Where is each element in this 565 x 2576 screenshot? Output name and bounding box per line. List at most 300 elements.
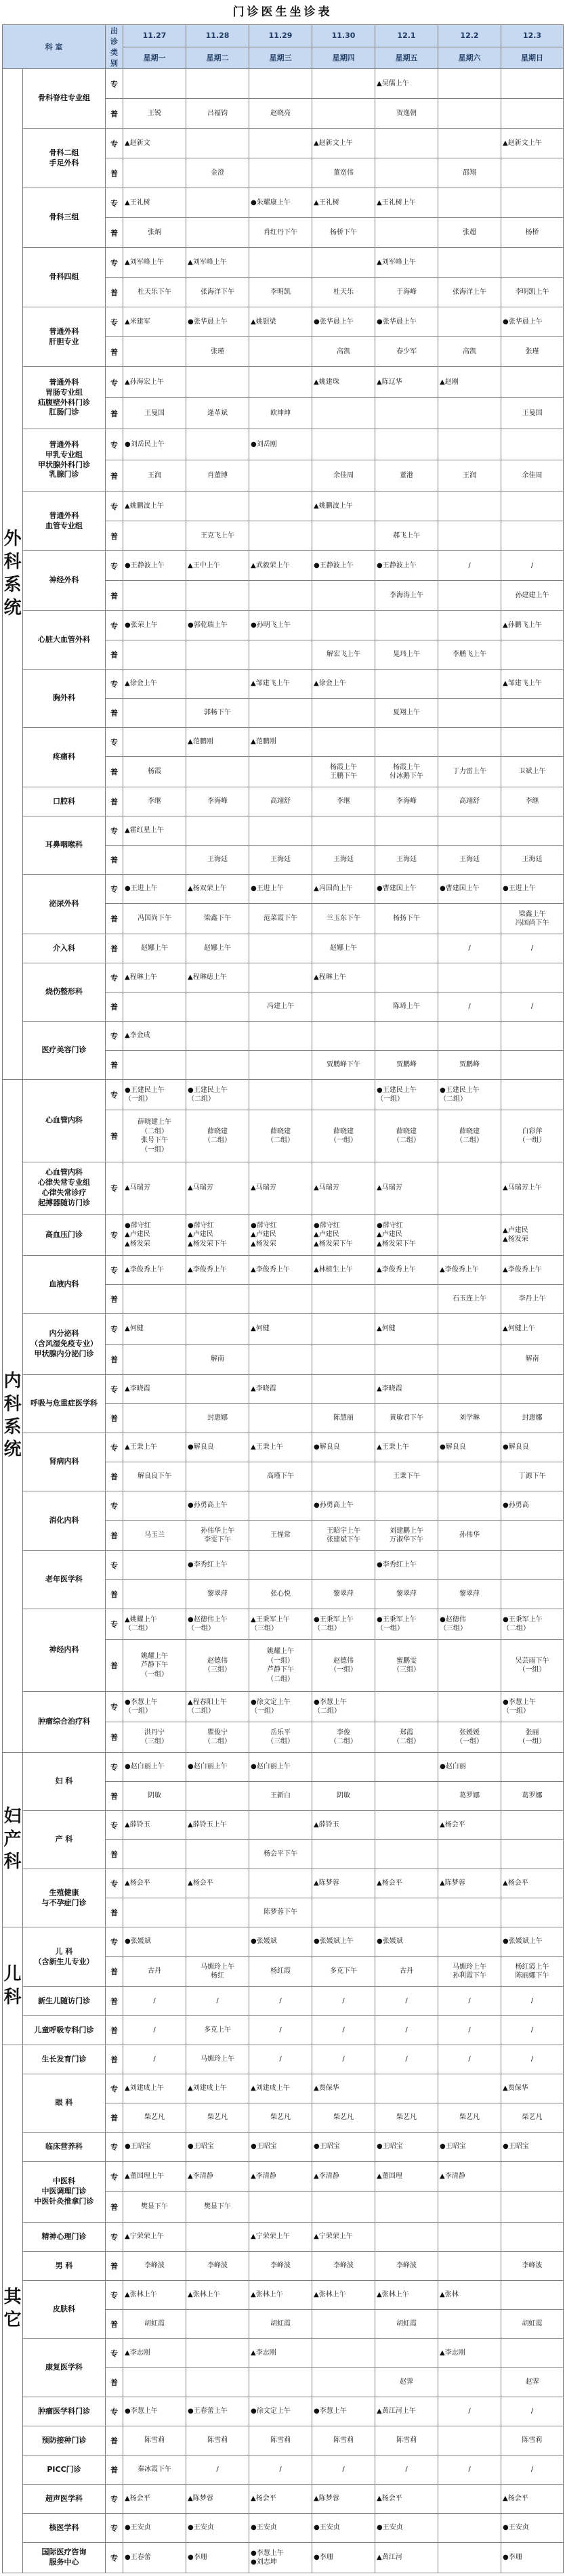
- header-date: 11.28: [186, 25, 249, 47]
- schedule-cell: 王海廷: [249, 846, 312, 875]
- schedule-cell: 李海涛上午: [375, 581, 438, 611]
- visit-type: 普: [106, 699, 123, 728]
- schedule-cell: [186, 2339, 249, 2368]
- schedule-cell: 贺逸朝: [375, 99, 438, 129]
- schedule-cell: 多克下午: [312, 1957, 375, 1987]
- schedule-cell: ●王进上午: [501, 875, 564, 904]
- table-row: [3, 2339, 564, 2368]
- schedule-cell: ▲李俊秀上午: [123, 1256, 186, 1285]
- schedule-body: [3, 69, 564, 2573]
- schedule-cell: 李继: [501, 787, 564, 816]
- schedule-cell: [438, 1491, 501, 1521]
- schedule-cell: [438, 1551, 501, 1580]
- schedule-cell: ▲张林: [438, 2281, 501, 2310]
- schedule-cell: [249, 640, 312, 670]
- schedule-cell: [501, 2223, 564, 2252]
- schedule-cell: ▲杨双荣上午: [186, 875, 249, 904]
- schedule-cell: ●赵德伟 （三组）: [438, 1609, 501, 1640]
- schedule-cell: ▲王秉军上午 （三组）: [249, 1609, 312, 1640]
- schedule-cell: [249, 521, 312, 551]
- visit-type: 专: [106, 129, 123, 158]
- schedule-cell: 薛晓建 （二组）: [249, 1110, 312, 1162]
- table-row: [3, 1162, 564, 1215]
- department-name: 皮肤科: [23, 2281, 106, 2339]
- schedule-cell: [438, 1692, 501, 1722]
- schedule-cell: 马玉兰: [123, 1521, 186, 1551]
- schedule-cell: 张丽 （一组）: [501, 1722, 564, 1753]
- schedule-cell: [438, 69, 501, 99]
- schedule-cell: 杨霞上午 王鹏下午: [312, 757, 375, 787]
- schedule-cell: [375, 963, 438, 992]
- table-row: [3, 1022, 564, 1051]
- schedule-cell: [312, 1840, 375, 1869]
- schedule-cell: 赵娜上午: [123, 934, 186, 963]
- table-row: [3, 1869, 564, 1898]
- schedule-cell: [186, 2368, 249, 2397]
- schedule-cell: [312, 429, 375, 460]
- table-row: [3, 2543, 564, 2573]
- category-label: 其它: [3, 2045, 23, 2573]
- schedule-cell: 胡虹霞: [375, 2310, 438, 2339]
- visit-type: 普: [106, 757, 123, 787]
- schedule-cell: 姚耀上午 （一组） 芦静下午 （二组）: [249, 1640, 312, 1692]
- table-row: [3, 1753, 564, 1782]
- schedule-cell: ●解良良: [312, 1433, 375, 1462]
- schedule-cell: /: [375, 2016, 438, 2045]
- schedule-cell: [438, 2543, 501, 2573]
- schedule-cell: ●李珊: [312, 2543, 375, 2573]
- schedule-cell: [312, 1314, 375, 1345]
- schedule-cell: [375, 1753, 438, 1782]
- schedule-cell: 陈雪莉: [186, 2426, 249, 2455]
- schedule-cell: [249, 1811, 312, 1840]
- schedule-cell: [312, 581, 375, 611]
- schedule-cell: [438, 2368, 501, 2397]
- schedule-cell: 孙建建上午: [501, 581, 564, 611]
- schedule-cell: 董港: [375, 460, 438, 492]
- schedule-cell: 李峰波: [249, 2252, 312, 2281]
- table-row: [3, 129, 564, 158]
- visit-type: 普: [106, 521, 123, 551]
- header-weekday: 星期一: [123, 47, 186, 69]
- header-date: 12.1: [375, 25, 438, 47]
- schedule-cell: ▲姚耀上午 （二组）: [123, 1609, 186, 1640]
- schedule-cell: 王润: [123, 460, 186, 492]
- schedule-cell: 解良良下午: [123, 1462, 186, 1491]
- visit-type: 普: [106, 2252, 123, 2281]
- schedule-cell: [249, 492, 312, 521]
- table-row: [3, 1551, 564, 1580]
- schedule-cell: [123, 1898, 186, 1927]
- schedule-cell: ▲黄江河: [375, 2543, 438, 2573]
- schedule-cell: 余佳周: [501, 460, 564, 492]
- visit-type: 专: [106, 728, 123, 757]
- department-name: 产 科: [23, 1811, 106, 1869]
- schedule-cell: 张心悦: [249, 1580, 312, 1609]
- department-name: 生长发育门诊: [23, 2045, 106, 2074]
- schedule-cell: ▲张林上午: [249, 2281, 312, 2310]
- schedule-cell: [438, 1840, 501, 1869]
- schedule-cell: ▲薛铃玉上午: [186, 1811, 249, 1840]
- department-name: 骨科二组 手足外科: [23, 129, 106, 188]
- schedule-cell: [312, 1285, 375, 1314]
- schedule-cell: [501, 963, 564, 992]
- schedule-cell: 高瑾下午: [249, 1462, 312, 1491]
- schedule-cell: [312, 699, 375, 728]
- schedule-cell: [249, 934, 312, 963]
- schedule-cell: ▲姚银梁: [249, 307, 312, 337]
- schedule-cell: ▲董国理上午: [123, 2162, 186, 2192]
- schedule-cell: [312, 521, 375, 551]
- schedule-cell: 陈雪莉: [375, 2426, 438, 2455]
- visit-type: 普: [106, 398, 123, 429]
- schedule-cell: 贾鹏峰下午: [312, 1051, 375, 1080]
- table-row: [3, 2455, 564, 2485]
- schedule-cell: 王海廷: [186, 846, 249, 875]
- schedule-cell: [186, 2223, 249, 2252]
- schedule-cell: [375, 728, 438, 757]
- schedule-cell: [123, 1404, 186, 1433]
- category-label: 儿科: [3, 1927, 23, 2045]
- schedule-cell: 余佳周: [312, 460, 375, 492]
- schedule-cell: [501, 1551, 564, 1580]
- schedule-cell: 陈琦上午: [375, 992, 438, 1022]
- table-row: [3, 728, 564, 757]
- department-name: 国际医疗咨询 服务中心: [23, 2543, 106, 2573]
- schedule-cell: [501, 1753, 564, 1782]
- department-name: 儿 科 （含新生儿专业）: [23, 1927, 106, 1987]
- schedule-cell: ●刘岳刚: [249, 429, 312, 460]
- schedule-cell: [501, 1051, 564, 1080]
- visit-type: 专: [106, 2281, 123, 2310]
- table-row: [3, 2133, 564, 2162]
- schedule-cell: ●张华晨上午: [312, 307, 375, 337]
- table-row: [3, 611, 564, 640]
- visit-type: 专: [106, 2485, 123, 2514]
- schedule-cell: 冯国尚下午: [123, 904, 186, 934]
- schedule-cell: 陈梦蓉下午: [249, 1898, 312, 1927]
- visit-type: 普: [106, 2045, 123, 2074]
- visit-type: 专: [106, 816, 123, 846]
- schedule-cell: ▲程琳上午: [312, 963, 375, 992]
- schedule-cell: [375, 1285, 438, 1314]
- schedule-cell: [501, 1022, 564, 1051]
- schedule-cell: [312, 611, 375, 640]
- department-name: 男 科: [23, 2252, 106, 2281]
- schedule-cell: ●王安贞: [375, 2514, 438, 2543]
- department-name: 耳鼻咽喉科: [23, 816, 106, 875]
- schedule-cell: 张海洋上午: [438, 278, 501, 307]
- schedule-cell: ●王昭宝: [123, 2133, 186, 2162]
- schedule-cell: ▲王礼树: [123, 188, 186, 218]
- schedule-cell: ▲吴儒上午: [375, 69, 438, 99]
- schedule-cell: 杜天乐: [312, 278, 375, 307]
- table-row: [3, 2162, 564, 2192]
- schedule-cell: ▲张林上午: [186, 2281, 249, 2310]
- visit-type: 普: [106, 158, 123, 188]
- department-name: 神经内科: [23, 1609, 106, 1692]
- schedule-cell: /: [123, 2045, 186, 2074]
- schedule-cell: ●解良良: [501, 1433, 564, 1462]
- visit-type: 专: [106, 367, 123, 398]
- table-row: [3, 816, 564, 846]
- schedule-cell: ▲赵新文上午: [501, 129, 564, 158]
- schedule-cell: 蜜鹏雯 （三组）: [375, 1640, 438, 1692]
- schedule-cell: ▲赵新文上午: [312, 129, 375, 158]
- schedule-cell: [312, 398, 375, 429]
- schedule-cell: [501, 1898, 564, 1927]
- schedule-cell: /: [501, 2397, 564, 2426]
- schedule-cell: 陈雪莉: [249, 2426, 312, 2455]
- department-name: 介入科: [23, 934, 106, 963]
- schedule-cell: 郭畅下午: [186, 699, 249, 728]
- schedule-cell: [438, 492, 501, 521]
- schedule-cell: /: [501, 2045, 564, 2074]
- schedule-cell: 葛罗娜: [501, 1782, 564, 1811]
- schedule-cell: 洪丹宁 （三组）: [123, 1722, 186, 1753]
- schedule-cell: 古丹: [123, 1957, 186, 1987]
- schedule-cell: 杨霞上午 付冰鹅下午: [375, 757, 438, 787]
- page-title: 门诊医生坐诊表: [232, 5, 333, 19]
- schedule-cell: [501, 2192, 564, 2223]
- schedule-cell: 肖红丹下午: [249, 218, 312, 248]
- schedule-cell: 张瑾: [501, 337, 564, 367]
- schedule-cell: ▲赵新文: [123, 129, 186, 158]
- schedule-cell: 夏翔上午: [375, 699, 438, 728]
- schedule-cell: 王海廷: [501, 846, 564, 875]
- schedule-cell: ●王进上午: [249, 875, 312, 904]
- schedule-cell: [375, 816, 438, 846]
- schedule-cell: [123, 521, 186, 551]
- schedule-cell: 陈雪莉: [501, 2426, 564, 2455]
- schedule-cell: ●徐文定上午 （一组）: [249, 1692, 312, 1722]
- department-name: 普通外科 甲乳专业组 甲状腺外科门诊 乳腺门诊: [23, 429, 106, 492]
- schedule-cell: [186, 992, 249, 1022]
- schedule-cell: 张超: [438, 218, 501, 248]
- category-label: 外科系统: [3, 69, 23, 1080]
- schedule-cell: 李继: [123, 787, 186, 816]
- schedule-cell: [438, 2426, 501, 2455]
- schedule-cell: 赵霁: [375, 2368, 438, 2397]
- schedule-cell: ●薛守红 ▲卢建民 ▲杨发荣下午: [375, 1215, 438, 1256]
- schedule-cell: ▲范鹏刚: [249, 728, 312, 757]
- schedule-cell: ▲李俊秀上午: [501, 1256, 564, 1285]
- schedule-cell: [375, 129, 438, 158]
- visit-type: 专: [106, 2133, 123, 2162]
- schedule-cell: ▲林植生上午: [312, 1256, 375, 1285]
- schedule-cell: 吴芸雨下午 （一组）: [501, 1640, 564, 1692]
- schedule-cell: ●孙勇高上午: [186, 1491, 249, 1521]
- schedule-cell: 梁鑫下午: [186, 904, 249, 934]
- schedule-cell: ▲姚鹏波上午: [312, 492, 375, 521]
- department-name: 骨科脊柱专业组: [23, 69, 106, 129]
- schedule-cell: ▲宁荣荣上午: [249, 2223, 312, 2252]
- schedule-cell: [501, 99, 564, 129]
- schedule-cell: ●张媛斌: [123, 1927, 186, 1957]
- visit-type: 普: [106, 1521, 123, 1551]
- visit-type: 普: [106, 2103, 123, 2133]
- schedule-cell: [312, 2310, 375, 2339]
- schedule-cell: 胡虹霞: [249, 2310, 312, 2339]
- schedule-cell: ▲王礼树: [312, 188, 375, 218]
- schedule-cell: /: [249, 2045, 312, 2074]
- schedule-cell: [438, 1345, 501, 1375]
- schedule-cell: [186, 670, 249, 699]
- schedule-cell: 卫斌上午: [501, 757, 564, 787]
- table-row: [3, 2045, 564, 2074]
- schedule-cell: ▲陈梦蓉: [312, 1869, 375, 1898]
- schedule-cell: 石玉连上午: [438, 1285, 501, 1314]
- schedule-cell: ●王秉军上午 （二组）: [312, 1609, 375, 1640]
- schedule-cell: [438, 307, 501, 337]
- department-name: 生殖健康 与不孕症门诊: [23, 1869, 106, 1927]
- schedule-cell: 陈雪莉: [123, 2426, 186, 2455]
- schedule-cell: [249, 337, 312, 367]
- schedule-cell: ▲张林上午: [375, 2281, 438, 2310]
- schedule-cell: 赵德伟 （一组）: [312, 1640, 375, 1692]
- schedule-cell: [375, 1692, 438, 1722]
- schedule-cell: [249, 2192, 312, 2223]
- schedule-cell: [249, 816, 312, 846]
- department-name: 消化内科: [23, 1491, 106, 1551]
- table-row: [3, 188, 564, 218]
- visit-type: 普: [106, 1462, 123, 1491]
- department-name: 高血压门诊: [23, 1215, 106, 1256]
- visit-type: 专: [106, 2162, 123, 2192]
- schedule-cell: ●李慧上午 （一组）: [501, 1692, 564, 1722]
- schedule-cell: /: [501, 1987, 564, 2016]
- visit-type: 普: [106, 2310, 123, 2339]
- schedule-cell: 阴敏: [312, 1782, 375, 1811]
- schedule-cell: ▲姚鹏波上午: [123, 492, 186, 521]
- schedule-cell: 薛晓建 （二组）: [375, 1110, 438, 1162]
- schedule-cell: [438, 1927, 501, 1957]
- schedule-cell: 瞿俊宁 （二组）: [186, 1722, 249, 1753]
- schedule-cell: ●李珊: [186, 2543, 249, 2573]
- visit-type: 专: [106, 188, 123, 218]
- visit-type: 专: [106, 248, 123, 278]
- schedule-cell: /: [501, 934, 564, 963]
- schedule-cell: 薛晓建 （二组）: [186, 1110, 249, 1162]
- schedule-cell: 丁源下午: [501, 1462, 564, 1491]
- schedule-cell: ●薛守红 ▲卢建民 ▲杨发荣下午: [186, 1215, 249, 1256]
- schedule-cell: [123, 158, 186, 188]
- schedule-cell: [501, 1375, 564, 1404]
- schedule-cell: ●王进上午: [123, 875, 186, 904]
- schedule-cell: 孙伟华上午 李雯下午: [186, 1521, 249, 1551]
- schedule-cell: [249, 1080, 312, 1110]
- schedule-cell: ▲贾保华: [501, 2074, 564, 2103]
- schedule-cell: [312, 1375, 375, 1404]
- header-weekday: 星期二: [186, 47, 249, 69]
- schedule-cell: [438, 2192, 501, 2223]
- category-label: 内科系统: [3, 1080, 23, 1753]
- schedule-cell: ▲王中上午: [186, 551, 249, 581]
- schedule-cell: ▲冯国尚上午: [312, 875, 375, 904]
- schedule-cell: [501, 492, 564, 521]
- schedule-cell: ●张媛斌上午: [501, 1927, 564, 1957]
- schedule-cell: 王海廷: [438, 846, 501, 875]
- schedule-cell: ▲薛铃玉: [123, 1811, 186, 1840]
- schedule-cell: 于海峰: [375, 278, 438, 307]
- department-name: 骨科三组: [23, 188, 106, 248]
- schedule-cell: ●王昭宝: [186, 2133, 249, 2162]
- visit-type: 专: [106, 1080, 123, 1110]
- department-name: 中医科 中医调理门诊 中医针灸推拿门诊: [23, 2162, 106, 2223]
- schedule-cell: 李继: [312, 787, 375, 816]
- schedule-cell: [375, 1345, 438, 1375]
- schedule-cell: 李峰波: [312, 2252, 375, 2281]
- schedule-cell: ▲陈辽华: [375, 367, 438, 398]
- schedule-cell: 高翊舒: [438, 787, 501, 816]
- schedule-cell: [438, 1375, 501, 1404]
- department-name: 预防接种门诊: [23, 2426, 106, 2455]
- schedule-cell: ▲程春阳上午 （二组）: [186, 1692, 249, 1722]
- schedule-cell: ▲杨会平: [123, 1869, 186, 1898]
- table-row: [3, 2426, 564, 2455]
- table-row: [3, 2074, 564, 2103]
- schedule-cell: 王曼国: [123, 398, 186, 429]
- visit-type: 普: [106, 1285, 123, 1314]
- schedule-cell: 薛晓建 （一组）: [312, 1110, 375, 1162]
- schedule-cell: 李海峰: [375, 787, 438, 816]
- table-row: [3, 492, 564, 521]
- schedule-cell: 晃玮上午: [375, 640, 438, 670]
- schedule-cell: ▲程琳痣上午: [186, 963, 249, 992]
- schedule-cell: ▲张林上午: [312, 2281, 375, 2310]
- schedule-cell: ▲李晓霞: [249, 1375, 312, 1404]
- header-weekday: 星期四: [312, 47, 375, 69]
- table-row: [3, 875, 564, 904]
- schedule-cell: 贾鹏峰: [375, 1051, 438, 1080]
- visit-type: 专: [106, 69, 123, 99]
- schedule-cell: /: [501, 2016, 564, 2045]
- visit-type: 普: [106, 2192, 123, 2223]
- schedule-cell: /: [312, 2455, 375, 2485]
- schedule-cell: [438, 728, 501, 757]
- visit-type: 普: [106, 1722, 123, 1753]
- schedule-cell: /: [123, 2016, 186, 2045]
- schedule-cell: 胡虹霞: [501, 2310, 564, 2339]
- schedule-cell: 逄革斌: [186, 398, 249, 429]
- schedule-cell: [249, 1285, 312, 1314]
- schedule-cell: 白彩萍 （一组）: [501, 1110, 564, 1162]
- schedule-cell: 王润: [438, 460, 501, 492]
- schedule-cell: [312, 1080, 375, 1110]
- schedule-cell: 邵翔: [438, 158, 501, 188]
- schedule-cell: /: [375, 1987, 438, 2016]
- schedule-cell: ▲徐金上午: [123, 670, 186, 699]
- schedule-cell: /: [312, 1987, 375, 2016]
- schedule-cell: [186, 429, 249, 460]
- table-row: [3, 429, 564, 460]
- department-name: 泌尿外科: [23, 875, 106, 934]
- department-name: 普通外科 胃肠专业组 疝腹壁外科门诊 肛肠门诊: [23, 367, 106, 429]
- schedule-cell: ●赵白丽上午: [186, 1753, 249, 1782]
- header-weekday: 星期五: [375, 47, 438, 69]
- header-dept: 科 室: [3, 25, 106, 69]
- table-row: [3, 1491, 564, 1521]
- visit-type: 普: [106, 1580, 123, 1609]
- schedule-cell: /: [438, 2045, 501, 2074]
- visit-type: 专: [106, 429, 123, 460]
- schedule-cell: /: [249, 2016, 312, 2045]
- schedule-cell: [123, 1285, 186, 1314]
- schedule-cell: [438, 581, 501, 611]
- schedule-cell: /: [501, 551, 564, 581]
- schedule-cell: ●王安贞: [312, 2514, 375, 2543]
- schedule-cell: 杨红霞: [249, 1957, 312, 1987]
